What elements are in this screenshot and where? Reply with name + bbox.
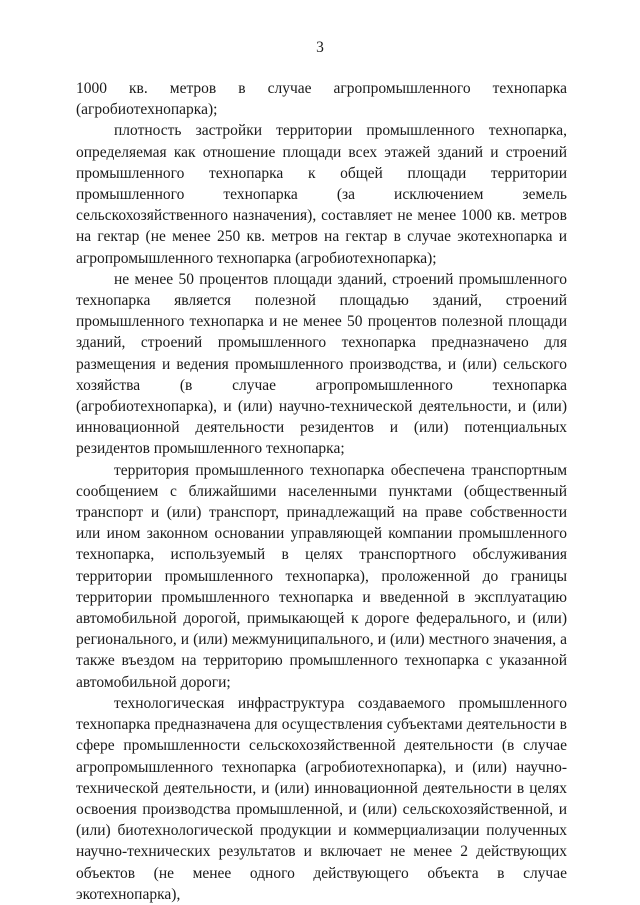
paragraph-transport-access: территория промышленного технопарка обеспечена транспортным сообщением с ближайшими населенными пунктами (общественный транспорт и (или) транспорт, принадлежащий на праве собственности или ином законном основании управляющей компании промышленного технопарка, используемый в целях транспортного обслуживания территории промышленного технопарка), проложенной до границы территории промышленного технопарка и введенной в эксплуатацию автомобильной дорогой, примыкающей к дороге федерального, и (или) регионального, и (или) межмуниципального, и (или) местного значения, а также въездом на территорию промышленного технопарка с указанной автомобильной дороги; xyxy=(76,461,567,691)
paragraph-continuation: 1000 кв. метров в случае агропромышленного технопарка (агробиотехнопарка); xyxy=(76,80,567,119)
paragraph-building-density: плотность застройки территории промышленного технопарка, определяемая как отношение площади всех этажей зданий и строений промышленного технопарка к общей площади территории промышленного технопарка (за исключением земель сельскохозяйственного назначения), составляет не менее 1000 кв. метров на гектар (не менее 250 кв. метров на гектар в случае экотехнопарка и агропромышленного технопарка (агробиотехнопарка); xyxy=(76,122,567,267)
paragraph-useful-area: не менее 50 процентов площади зданий, строений промышленного технопарка является полезной площадью зданий, строений промышленного технопарка и не менее 50 процентов полезной площади зданий, строений промышленного технопарка предназначено для размещения и ведения промышленного производства, и (или) сельского хозяйства (в случае агропромышленного технопарка (агробиотехнопарка), и (или) научно-технической деятельности, и (или) инновационной деятельности резидентов и (или) потенциальных резидентов промышленного технопарка; xyxy=(76,270,567,458)
page-number: 3 xyxy=(316,39,324,56)
paragraph-technological-infrastructure: технологическая инфраструктура создаваемого промышленного технопарка предназначена для осуществления субъектами деятельности в сфере промышленности сельскохозяйственной деятельности (в случае агропромышленного технопарка (агробиотехнопарка), и (или) научно-технической деятельности, и (или) инновационной деятельности в целях освоения производства промышленной, и (или) сельскохозяйственной, и (или) биотехнологической продукции и коммерциализации полученных научно-технических результатов и включает не менее 2 действующих объектов (не менее одного действующего объекта в случае экотехнопарка), xyxy=(76,694,567,903)
document-body xyxy=(76,78,567,905)
